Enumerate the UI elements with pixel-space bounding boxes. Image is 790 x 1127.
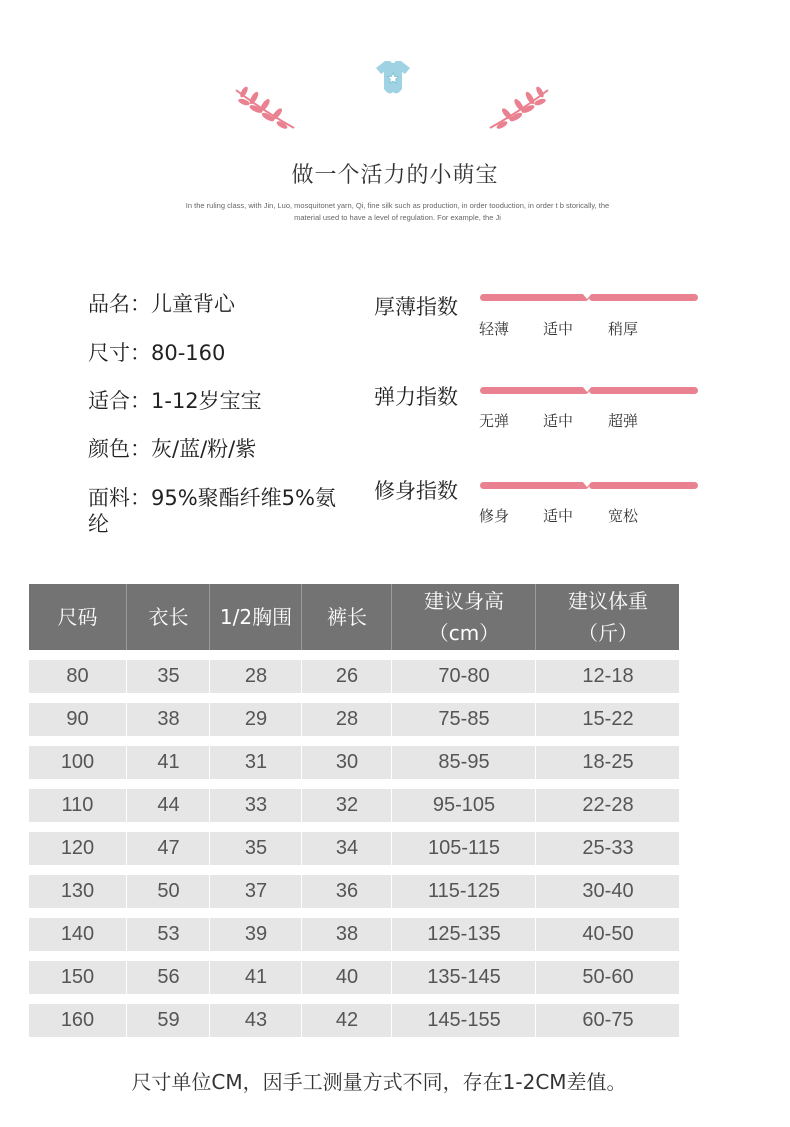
table-cell: 40 [301, 961, 392, 994]
scale-marker [582, 293, 592, 299]
table-cell: 22-28 [535, 789, 680, 822]
table-cell: 28 [209, 660, 302, 693]
table-cell: 145-155 [391, 1004, 536, 1037]
table-cell: 70-80 [391, 660, 536, 693]
leaf-branch-right-icon [486, 84, 552, 134]
table-cell: 32 [301, 789, 392, 822]
table-row [29, 1004, 679, 1037]
table-header-cell: 裤长 [301, 584, 392, 650]
table-cell: 140 [60, 923, 95, 945]
table-row [29, 660, 679, 693]
scale-segment [480, 387, 589, 394]
table-cell: 36 [301, 875, 392, 908]
spec-fabric [88, 485, 338, 537]
index-level-label: 宽松 [607, 507, 638, 525]
table-header-cell: 建议身高 （cm） [391, 584, 536, 650]
table-row [29, 918, 679, 951]
spec-value: 灰/蓝/粉/紫 [151, 437, 257, 461]
table-cell: 18-25 [535, 746, 680, 779]
table-header-cell: 1/2胸围 [209, 584, 302, 650]
index-level-label: 适中 [542, 320, 573, 338]
scale-segment [589, 387, 698, 394]
spec-product-name [88, 291, 235, 317]
spec-value: 1-12岁宝宝 [151, 389, 262, 413]
table-row [29, 961, 679, 994]
scale-marker [582, 481, 592, 487]
table-cell: 40-50 [535, 918, 680, 951]
table-cell: 39 [209, 918, 302, 951]
table-row [29, 746, 679, 779]
table-cell: 25-33 [535, 832, 680, 865]
table-cell: 160 [60, 1009, 95, 1031]
table-cell: 120 [60, 837, 95, 859]
index-level-label: 稍厚 [607, 320, 638, 338]
table-cell: 135-145 [391, 961, 536, 994]
scale-segment [480, 294, 589, 301]
table-cell: 33 [209, 789, 302, 822]
table-cell: 56 [126, 961, 210, 994]
scale-segment [589, 482, 698, 489]
index-level-label: 无弹 [478, 412, 509, 430]
spec-label: 品名： [88, 292, 151, 316]
table-cell: 30-40 [535, 875, 680, 908]
page-title: 做一个活力的小萌宝 [291, 163, 499, 188]
table-cell: 35 [209, 832, 302, 865]
index-level-label: 轻薄 [478, 320, 509, 338]
table-cell: 15-22 [535, 703, 680, 736]
table-cell: 38 [126, 703, 210, 736]
table-cell: 110 [61, 794, 94, 816]
table-cell: 130 [60, 880, 95, 902]
table-cell: 47 [126, 832, 210, 865]
scale-segment [480, 482, 589, 489]
table-cell: 30 [301, 746, 392, 779]
table-header-cell: 尺码 [57, 605, 98, 629]
table-cell: 43 [209, 1004, 302, 1037]
spec-value: 95%聚酯纤维5%氨纶 [88, 486, 336, 536]
table-cell: 42 [301, 1004, 392, 1037]
table-cell: 37 [209, 875, 302, 908]
table-cell: 28 [301, 703, 392, 736]
table-row [29, 832, 679, 865]
spec-size [88, 340, 225, 366]
table-header-cell: 衣长 [126, 584, 210, 650]
spec-suitable [88, 388, 262, 414]
spec-label: 面料： [88, 486, 151, 510]
table-cell: 12-18 [535, 660, 680, 693]
scale-marker [582, 386, 592, 392]
index-title: 修身指数 [374, 479, 458, 503]
table-cell: 100 [60, 751, 95, 773]
index-scale-bar [480, 482, 698, 489]
table-cell: 35 [126, 660, 210, 693]
spec-label: 尺寸： [88, 341, 151, 365]
table-cell: 50 [126, 875, 210, 908]
table-cell: 150 [60, 966, 95, 988]
table-cell: 60-75 [535, 1004, 680, 1037]
spec-label: 适合： [88, 389, 151, 413]
table-cell: 90 [66, 708, 89, 730]
table-cell: 31 [209, 746, 302, 779]
table-cell: 50-60 [535, 961, 680, 994]
scale-segment [589, 294, 698, 301]
onesie-icon [373, 58, 413, 98]
table-cell: 59 [126, 1004, 210, 1037]
table-cell: 41 [126, 746, 210, 779]
table-cell: 44 [126, 789, 210, 822]
size-table-header [29, 584, 679, 650]
table-cell: 53 [126, 918, 210, 951]
index-scale-bar [480, 387, 698, 394]
spec-color [88, 436, 256, 462]
table-cell: 38 [301, 918, 392, 951]
table-cell: 34 [301, 832, 392, 865]
index-title: 厚薄指数 [374, 295, 458, 319]
leaf-branch-left-icon [232, 84, 298, 134]
table-cell: 26 [301, 660, 392, 693]
table-cell: 75-85 [391, 703, 536, 736]
table-row [29, 875, 679, 908]
index-level-label: 修身 [478, 507, 509, 525]
table-cell: 80 [66, 665, 89, 687]
table-row [29, 789, 679, 822]
table-row [29, 703, 679, 736]
index-level-label: 超弹 [607, 412, 638, 430]
index-level-label: 适中 [542, 412, 573, 430]
table-cell: 41 [209, 961, 302, 994]
index-level-label: 适中 [542, 507, 573, 525]
table-header-cell: 建议体重 （斤） [535, 584, 680, 650]
spec-label: 颜色： [88, 437, 151, 461]
table-cell: 95-105 [391, 789, 536, 822]
spec-value: 80-160 [151, 341, 226, 365]
page-subtitle: In the ruling class, with Jin, Luo, mosquitonet yarn, Qi, fine silk such as production, in order tooduction, in order t b storically, the material used to have a level of regulation. For example, the Ji [185, 201, 610, 222]
spec-value: 儿童背心 [151, 292, 235, 316]
measurement-note: 尺寸单位CM，因手工测量方式不同，存在1-2CM差值。 [131, 1070, 627, 1094]
table-cell: 125-135 [391, 918, 536, 951]
table-cell: 105-115 [391, 832, 536, 865]
index-scale-bar [480, 294, 698, 301]
index-title: 弹力指数 [374, 385, 458, 409]
table-cell: 85-95 [391, 746, 536, 779]
table-cell: 115-125 [391, 875, 536, 908]
table-cell: 29 [209, 703, 302, 736]
